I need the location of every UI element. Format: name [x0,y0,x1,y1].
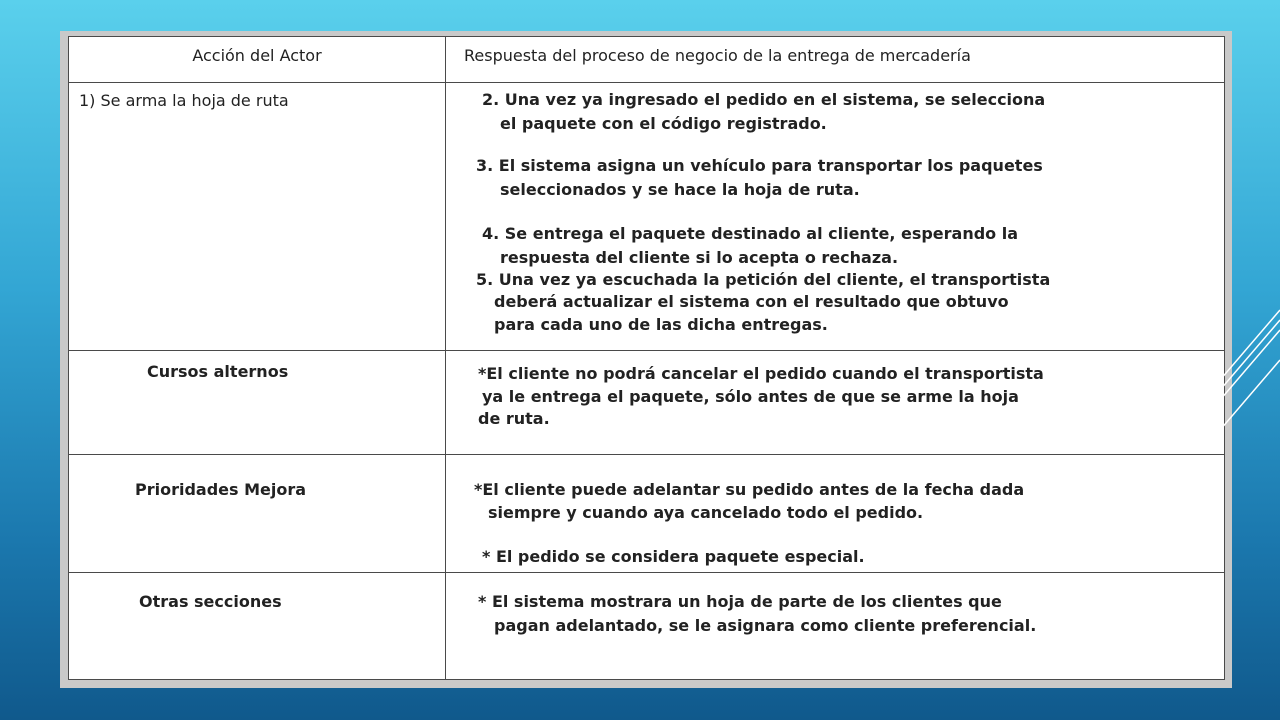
table-row [69,454,1225,572]
table-row [69,351,1225,454]
header-actor-action: Acción del Actor [69,37,446,83]
response-line: seleccionados y se hace la hoja de ruta. [500,180,860,200]
response-line: pagan adelantado, se le asignara como cliente preferencial. [494,615,1037,635]
row-response [446,454,1225,572]
row-label: Prioridades Mejora [135,479,307,499]
response-line: 4. Se entrega el paquete destinado al cliente, esperando la [482,224,1019,244]
response-line: 5. Una vez ya escuchada la petición del cliente, el transportista [476,270,1051,290]
response-line: * El pedido se considera paquete especial. [482,546,865,566]
response-line: 2. Una vez ya ingresado el pedido en el sistema, se selecciona [482,90,1046,110]
response-line: siempre y cuando aya cancelado todo el pedido. [488,502,924,522]
response-line: para cada uno de las dicha entregas. [494,315,828,335]
response-line: * El sistema mostrara un hoja de parte de los clientes que [478,591,1002,611]
response-line: respuesta del cliente si lo acepta o rechaza. [500,248,899,268]
response-line: de ruta. [478,409,550,429]
table-row [69,572,1225,679]
response-line: ya le entrega el paquete, sólo antes de que se arme la hoja [482,387,1019,407]
header-process-response: Respuesta del proceso de negocio de la entrega de mercadería [446,37,1225,83]
response-line: 3. El sistema asigna un vehículo para transportar los paquetes [476,156,1043,176]
response-line: deberá actualizar el sistema con el resultado que obtuvo [494,292,1009,312]
response-line: *El cliente puede adelantar su pedido antes de la fecha dada [474,479,1025,499]
response-line: *El cliente no podrá cancelar el pedido cuando el transportista [478,364,1044,384]
decorative-lines-icon [1220,300,1280,450]
response-line: el paquete con el código registrado. [500,114,827,134]
row-label: Otras secciones [139,591,282,611]
row-response [446,83,1225,351]
table-row [69,83,1225,351]
row-label-cell [69,454,446,572]
row-label-cell [69,351,446,454]
row-label: 1) Se arma la hoja de ruta [69,83,446,351]
row-label-cell [69,572,446,679]
row-label: Cursos alternos [147,362,289,382]
use-case-table [68,36,1225,680]
row-response [446,572,1225,679]
table-header-row [69,37,1225,83]
row-response [446,351,1225,454]
